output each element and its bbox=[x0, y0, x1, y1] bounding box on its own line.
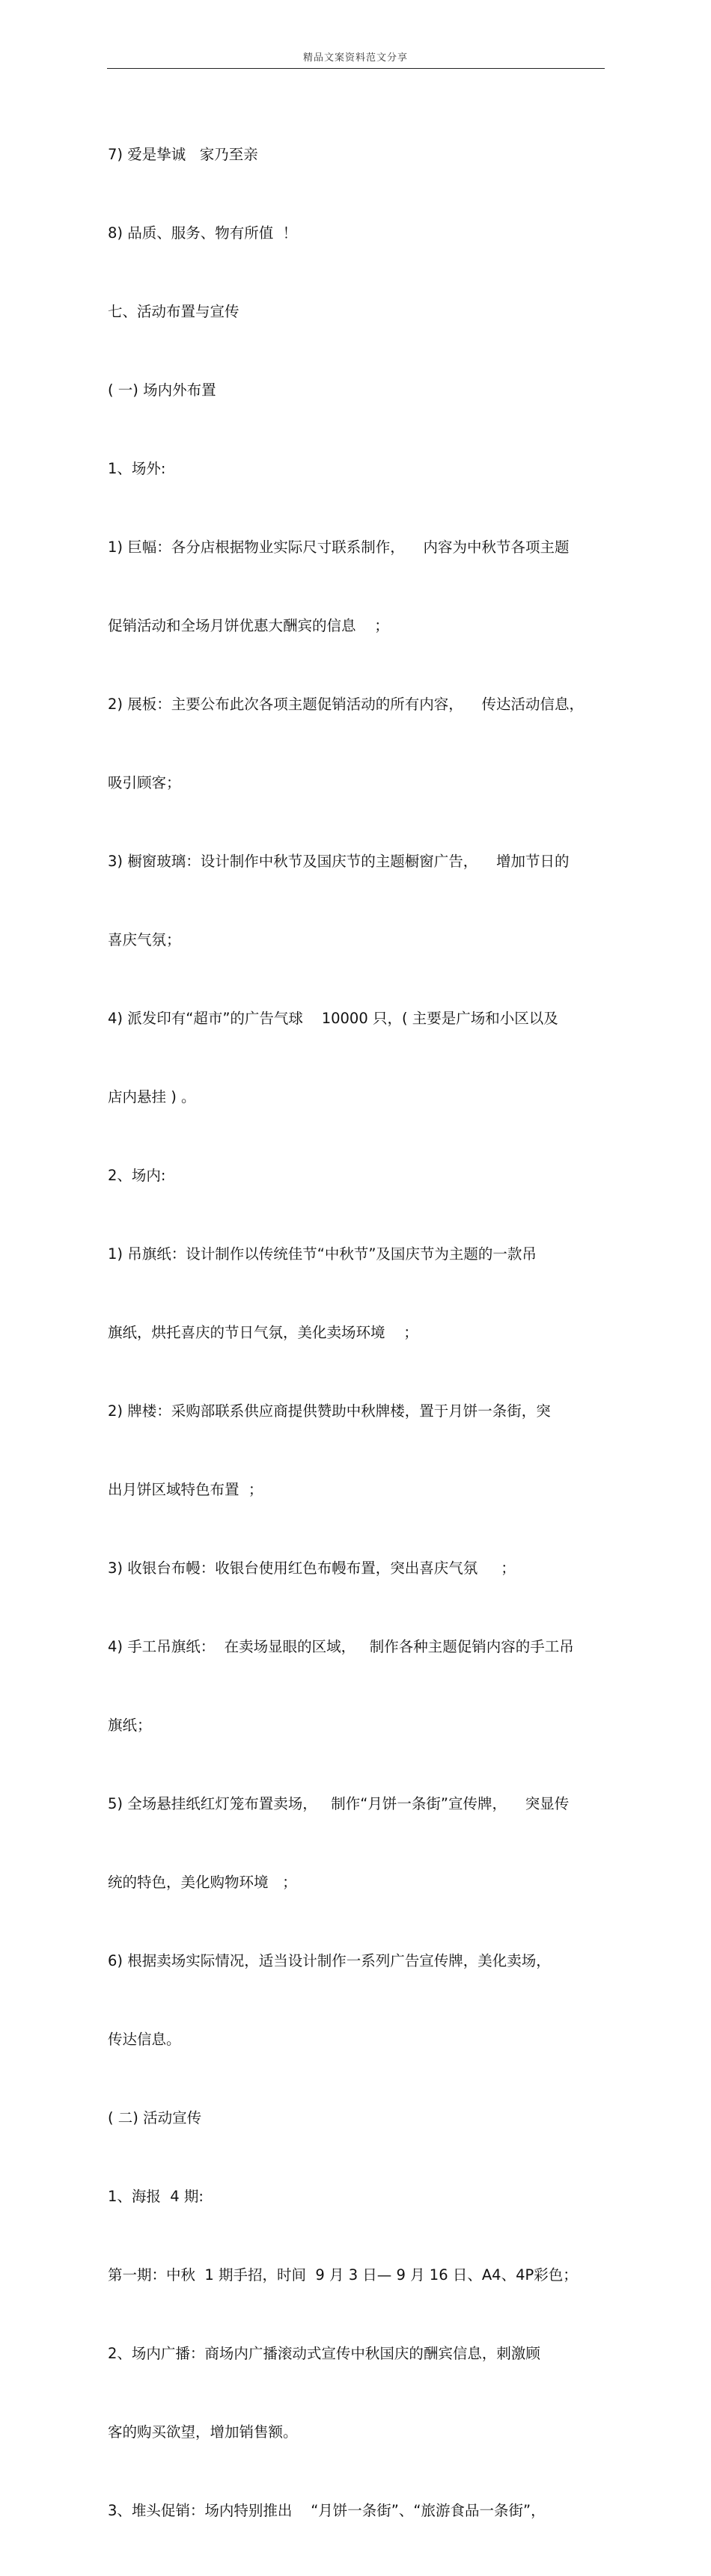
text-line: 店内悬挂 ) 。 bbox=[108, 1088, 196, 1105]
text-line: 促销活动和全场月饼优惠大酬宾的信息 ； bbox=[108, 617, 389, 634]
text-line: 2) 展板：主要公布此次各项主题促销活动的所有内容， 传达活动信息， bbox=[108, 696, 585, 713]
text-line: 第一期：中秋 1 期手招，时间 9 月 3 日— 9 月 16 日、A4、4P彩色； bbox=[108, 2266, 578, 2284]
text-line: 旗纸； bbox=[108, 1717, 152, 1734]
subsection-heading: ( 二) 活动宣传 bbox=[108, 2109, 202, 2126]
text-line: 2) 牌楼：采购部联系供应商提供赞助中秋牌楼，置于月饼一条街，突 bbox=[108, 1402, 551, 1420]
text-line: 5) 全场悬挂纸红灯笼布置卖场， 制作“月饼一条街”宣传牌， 突显传 bbox=[108, 1795, 570, 1812]
text-line: 3) 橱窗玻璃：设计制作中秋节及国庆节的主题橱窗广告， 增加节日的 bbox=[108, 853, 570, 870]
section-heading: 七、活动布置与宣传 bbox=[108, 303, 239, 320]
text-line: 4) 派发印有“超市”的广告气球 10000 只，( 主要是广场和小区以及 bbox=[108, 1010, 558, 1027]
text-line: 出月饼区域特色布置 ； bbox=[108, 1481, 263, 1498]
text-line: 3、堆头促销：场内特别推出 “月饼一条街”、“旅游食品一条街”， bbox=[108, 2502, 546, 2519]
text-line: 2、场内: bbox=[108, 1167, 166, 1184]
subsection-heading: ( 一) 场内外布置 bbox=[108, 381, 216, 399]
text-line: 2、场内广播：商场内广播滚动式宣传中秋国庆的酬宾信息，刺激顾 bbox=[108, 2345, 540, 2362]
text-line: 旗纸，烘托喜庆的节日气氛，美化卖场环境 ； bbox=[108, 1324, 418, 1341]
text-line: 1、海报 4 期: bbox=[108, 2188, 204, 2205]
header-rule bbox=[107, 68, 605, 69]
document-body bbox=[108, 89, 605, 2576]
text-line: 1) 巨幅：各分店根据物业实际尺寸联系制作， 内容为中秋节各项主题 bbox=[108, 539, 570, 556]
text-line: 1、场外: bbox=[108, 460, 166, 477]
text-line: 8) 品质、服务、物有所值 ！ bbox=[108, 224, 298, 242]
text-line: 1) 吊旗纸：设计制作以传统佳节“中秋节”及国庆节为主题的一款吊 bbox=[108, 1245, 537, 1263]
text-line: 3) 收银台布幔：收银台使用红色布幔布置，突出喜庆气氛 ； bbox=[108, 1560, 516, 1577]
text-line: 6) 根据卖场实际情况，适当设计制作一系列广告宣传牌，美化卖场， bbox=[108, 1952, 551, 1969]
text-line: 客的购买欲望，增加销售额。 bbox=[108, 2423, 298, 2441]
text-line: 传达信息。 bbox=[108, 2031, 181, 2048]
text-line: 喜庆气氛； bbox=[108, 931, 181, 948]
text-line: 4) 手工吊旗纸： 在卖场显眼的区域， 制作各种主题促销内容的手工吊 bbox=[108, 1638, 574, 1655]
text-line: 7) 爱是挚诚 家乃至亲 bbox=[108, 146, 258, 163]
text-line: 统的特色，美化购物环境 ； bbox=[108, 1874, 297, 1891]
text-line: 吸引顾客； bbox=[108, 774, 181, 791]
page-header: 精品文案资料范文分享 bbox=[302, 52, 408, 64]
